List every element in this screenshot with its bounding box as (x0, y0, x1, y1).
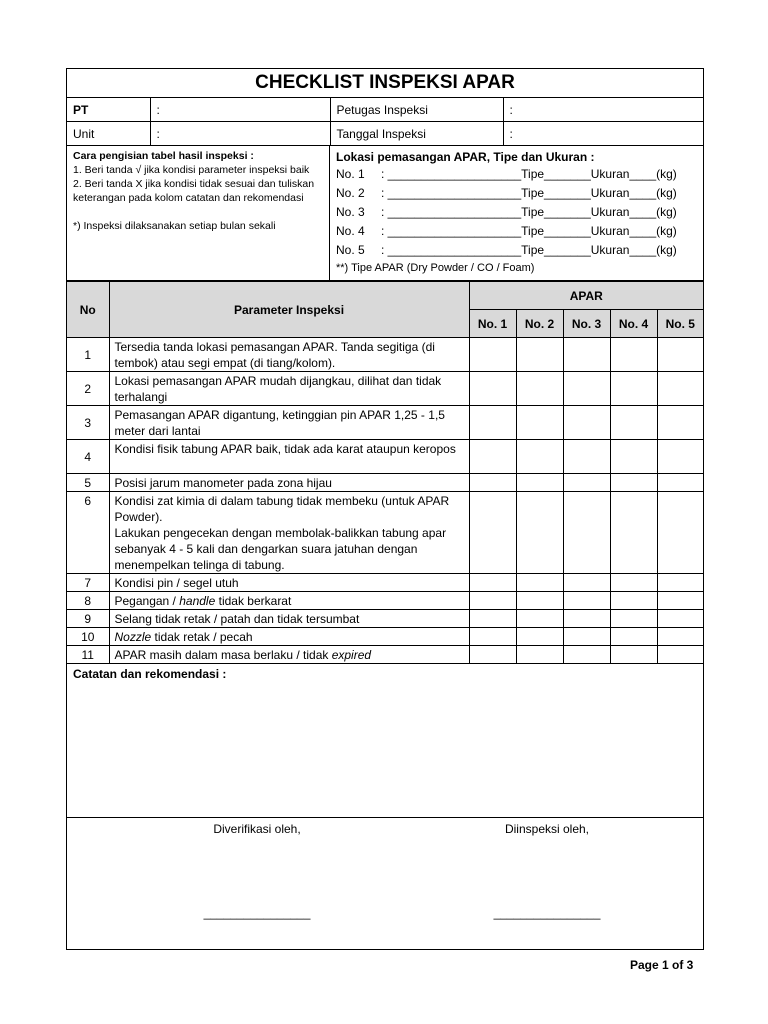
col-apar-5-header: No. 5 (657, 310, 703, 338)
col-apar-4-header: No. 4 (610, 310, 657, 338)
check-cell-apar-2[interactable] (516, 440, 563, 474)
location-no: No. 4 (336, 224, 365, 238)
instructions-heading: Cara pengisian tabel hasil inspeksi : (73, 150, 254, 162)
table-head-row (67, 282, 703, 310)
unit-field[interactable]: : (150, 122, 330, 146)
check-cell-apar-2[interactable] (516, 372, 563, 406)
location-fill: : ____________________Tipe_______Ukuran____(kg) (381, 243, 677, 257)
row-parameter (109, 628, 469, 646)
location-fill: : ____________________Tipe_______Ukuran____(kg) (381, 167, 677, 181)
row-number: 4 (67, 440, 109, 474)
parameter-text: Pegangan / (114, 594, 180, 608)
inspection-note: *) Inspeksi dilaksanakan setiap bulan sekali (73, 220, 276, 232)
row-number: 5 (67, 474, 109, 492)
check-cell-apar-5[interactable] (657, 338, 703, 372)
check-cell-apar-2[interactable] (516, 592, 563, 610)
pt-field[interactable]: : (150, 98, 330, 122)
instructions (67, 146, 330, 280)
table-row (67, 592, 703, 610)
unit-label: Unit (67, 122, 150, 146)
header-fields (67, 98, 703, 146)
table-row (67, 646, 703, 664)
row-parameter (109, 492, 469, 574)
parameter-text: Lakukan pengecekan dengan membolak-balikkan tabung apar sebanyak 4 - 5 kali dan dengarkan suara jatuhan dengan menempelkan telinga di tabung. (114, 526, 447, 572)
location-no: No. 2 (336, 186, 365, 200)
check-cell-apar-4[interactable] (610, 592, 657, 610)
notes-label: Catatan dan rekomendasi : (73, 667, 227, 681)
notes-area[interactable] (67, 664, 703, 818)
signature-section (67, 818, 703, 943)
check-cell-apar-2[interactable] (516, 646, 563, 664)
check-cell-apar-3[interactable] (563, 646, 610, 664)
check-cell-apar-1[interactable] (469, 406, 516, 440)
check-cell-apar-5[interactable] (657, 592, 703, 610)
petugas-field[interactable]: : (503, 98, 703, 122)
location-no: No. 1 (336, 167, 365, 181)
instruction-2: 2. Beri tanda X jika kondisi tidak sesuai dan tuliskan keterangan pada kolom catatan dan rekomendasi (73, 178, 315, 204)
col-apar-2-header: No. 2 (516, 310, 563, 338)
parameter-text: Posisi jarum manometer pada zona hijau (114, 476, 332, 490)
table-row (67, 474, 703, 492)
row-number: 2 (67, 372, 109, 406)
parameter-text: tidak retak / pecah (151, 630, 253, 644)
row-parameter (109, 338, 469, 372)
header-row-unit (67, 122, 703, 146)
check-cell-apar-2[interactable] (516, 474, 563, 492)
instruction-1: 1. Beri tanda √ jika kondisi parameter inspeksi baik (73, 164, 310, 176)
row-parameter (109, 474, 469, 492)
page-number: Page 1 of 3 (630, 958, 694, 972)
check-cell-apar-1[interactable] (469, 440, 516, 474)
check-cell-apar-1[interactable] (469, 474, 516, 492)
parameter-text: Kondisi pin / segel utuh (114, 576, 239, 590)
check-cell-apar-3[interactable] (563, 628, 610, 646)
verifier-signature (177, 822, 337, 920)
row-parameter (109, 574, 469, 592)
check-cell-apar-2[interactable] (516, 628, 563, 646)
row-number: 8 (67, 592, 109, 610)
header-row-pt (67, 98, 703, 122)
check-cell-apar-4[interactable] (610, 628, 657, 646)
location-entry[interactable] (336, 241, 697, 260)
check-cell-apar-5[interactable] (657, 646, 703, 664)
check-cell-apar-4[interactable] (610, 574, 657, 592)
col-no-header: No (67, 282, 109, 338)
check-cell-apar-5[interactable] (657, 406, 703, 440)
table-row (67, 440, 703, 474)
check-cell-apar-3[interactable] (563, 372, 610, 406)
col-apar-3-header: No. 3 (563, 310, 610, 338)
check-cell-apar-4[interactable] (610, 492, 657, 574)
check-cell-apar-3[interactable] (563, 574, 610, 592)
check-cell-apar-4[interactable] (610, 372, 657, 406)
parameter-text: Nozzle (114, 630, 152, 644)
location-fill: : ____________________Tipe_______Ukuran____(kg) (381, 205, 677, 219)
check-cell-apar-4[interactable] (610, 406, 657, 440)
apar-type-note: **) Tipe APAR (Dry Powder / CO / Foam) (336, 262, 535, 274)
checklist-form (66, 68, 704, 950)
check-cell-apar-5[interactable] (657, 574, 703, 592)
parameter-text: Lokasi pemasangan APAR mudah dijangkau, dilihat dan tidak terhalangi (114, 374, 442, 404)
location-fill: : ____________________Tipe_______Ukuran____(kg) (381, 224, 677, 238)
inspector-label: Diinspeksi oleh, (504, 822, 590, 836)
table-row (67, 492, 703, 574)
check-cell-apar-1[interactable] (469, 372, 516, 406)
check-cell-apar-4[interactable] (610, 610, 657, 628)
check-cell-apar-4[interactable] (610, 338, 657, 372)
check-cell-apar-4[interactable] (610, 440, 657, 474)
row-number: 10 (67, 628, 109, 646)
info-section (67, 146, 703, 281)
check-cell-apar-3[interactable] (563, 474, 610, 492)
tanggal-label: Tanggal Inspeksi (330, 122, 503, 146)
check-cell-apar-1[interactable] (469, 492, 516, 574)
check-cell-apar-2[interactable] (516, 338, 563, 372)
check-cell-apar-2[interactable] (516, 610, 563, 628)
parameter-text: Selang tidak retak / patah dan tidak tersumbat (114, 612, 360, 626)
row-number: 1 (67, 338, 109, 372)
location-no: No. 3 (336, 205, 365, 219)
location-no: No. 5 (336, 243, 365, 257)
check-cell-apar-5[interactable] (657, 440, 703, 474)
location-entry[interactable] (336, 184, 697, 203)
col-apar-1-header: No. 1 (469, 310, 516, 338)
row-number: 11 (67, 646, 109, 664)
pt-label: PT (67, 98, 150, 122)
row-number: 3 (67, 406, 109, 440)
row-parameter (109, 372, 469, 406)
check-cell-apar-3[interactable] (563, 406, 610, 440)
table-row (67, 574, 703, 592)
check-cell-apar-1[interactable] (469, 646, 516, 664)
check-cell-apar-2[interactable] (516, 492, 563, 574)
row-parameter (109, 440, 469, 474)
parameter-text: Kondisi zat kimia di dalam tabung tidak membeku (untuk APAR Powder). (114, 494, 450, 524)
location-fill: : ____________________Tipe_______Ukuran____(kg) (381, 186, 677, 200)
check-cell-apar-3[interactable] (563, 338, 610, 372)
location-entry[interactable] (336, 203, 697, 222)
table-row (67, 372, 703, 406)
check-cell-apar-1[interactable] (469, 592, 516, 610)
parameter-text: Kondisi fisik tabung APAR baik, tidak ada karat ataupun keropos (114, 442, 456, 456)
check-cell-apar-5[interactable] (657, 492, 703, 574)
row-parameter (109, 592, 469, 610)
verifier-label: Diverifikasi oleh, (213, 822, 301, 836)
parameter-text: Pemasangan APAR digantung, ketinggian pin APAR 1,25 - 1,5 meter dari lantai (114, 408, 445, 438)
parameter-text: Tersedia tanda lokasi pemasangan APAR. Tanda segitiga (di tembok) atau segi empat (di tiang/kolom). (114, 340, 435, 370)
location-entry[interactable] (336, 165, 697, 184)
row-number: 6 (67, 492, 109, 574)
row-parameter (109, 406, 469, 440)
check-cell-apar-5[interactable] (657, 628, 703, 646)
parameter-text: expired (331, 648, 372, 662)
table-row (67, 628, 703, 646)
check-cell-apar-4[interactable] (610, 646, 657, 664)
check-cell-apar-3[interactable] (563, 492, 610, 574)
check-cell-apar-5[interactable] (657, 372, 703, 406)
parameter-text: handle (179, 594, 216, 608)
col-param-header: Parameter Inspeksi (109, 282, 469, 338)
check-cell-apar-3[interactable] (563, 610, 610, 628)
inspector-line[interactable]: ________________ (493, 906, 601, 920)
tanggal-field[interactable]: : (503, 122, 703, 146)
check-cell-apar-4[interactable] (610, 474, 657, 492)
location-entry[interactable] (336, 222, 697, 241)
location-heading: Lokasi pemasangan APAR, Tipe dan Ukuran : (336, 150, 595, 164)
row-number: 9 (67, 610, 109, 628)
check-cell-apar-1[interactable] (469, 338, 516, 372)
petugas-label: Petugas Inspeksi (330, 98, 503, 122)
check-cell-apar-1[interactable] (469, 574, 516, 592)
check-cell-apar-3[interactable] (563, 592, 610, 610)
row-parameter (109, 610, 469, 628)
verifier-line[interactable]: ________________ (203, 906, 311, 920)
form-title: CHECKLIST INSPEKSI APAR (67, 69, 703, 98)
row-parameter (109, 646, 469, 664)
check-cell-apar-1[interactable] (469, 610, 516, 628)
row-number: 7 (67, 574, 109, 592)
parameter-text: APAR masih dalam masa berlaku / tidak (114, 648, 332, 662)
table-row (67, 338, 703, 372)
check-cell-apar-1[interactable] (469, 628, 516, 646)
check-cell-apar-5[interactable] (657, 610, 703, 628)
col-apar-header: APAR (469, 282, 703, 310)
inspector-signature (467, 822, 627, 920)
inspection-table (67, 281, 703, 664)
parameter-text: tidak berkarat (215, 594, 292, 608)
table-row (67, 406, 703, 440)
check-cell-apar-5[interactable] (657, 474, 703, 492)
check-cell-apar-2[interactable] (516, 406, 563, 440)
check-cell-apar-3[interactable] (563, 440, 610, 474)
table-row (67, 610, 703, 628)
check-cell-apar-2[interactable] (516, 574, 563, 592)
location-section (330, 146, 703, 280)
